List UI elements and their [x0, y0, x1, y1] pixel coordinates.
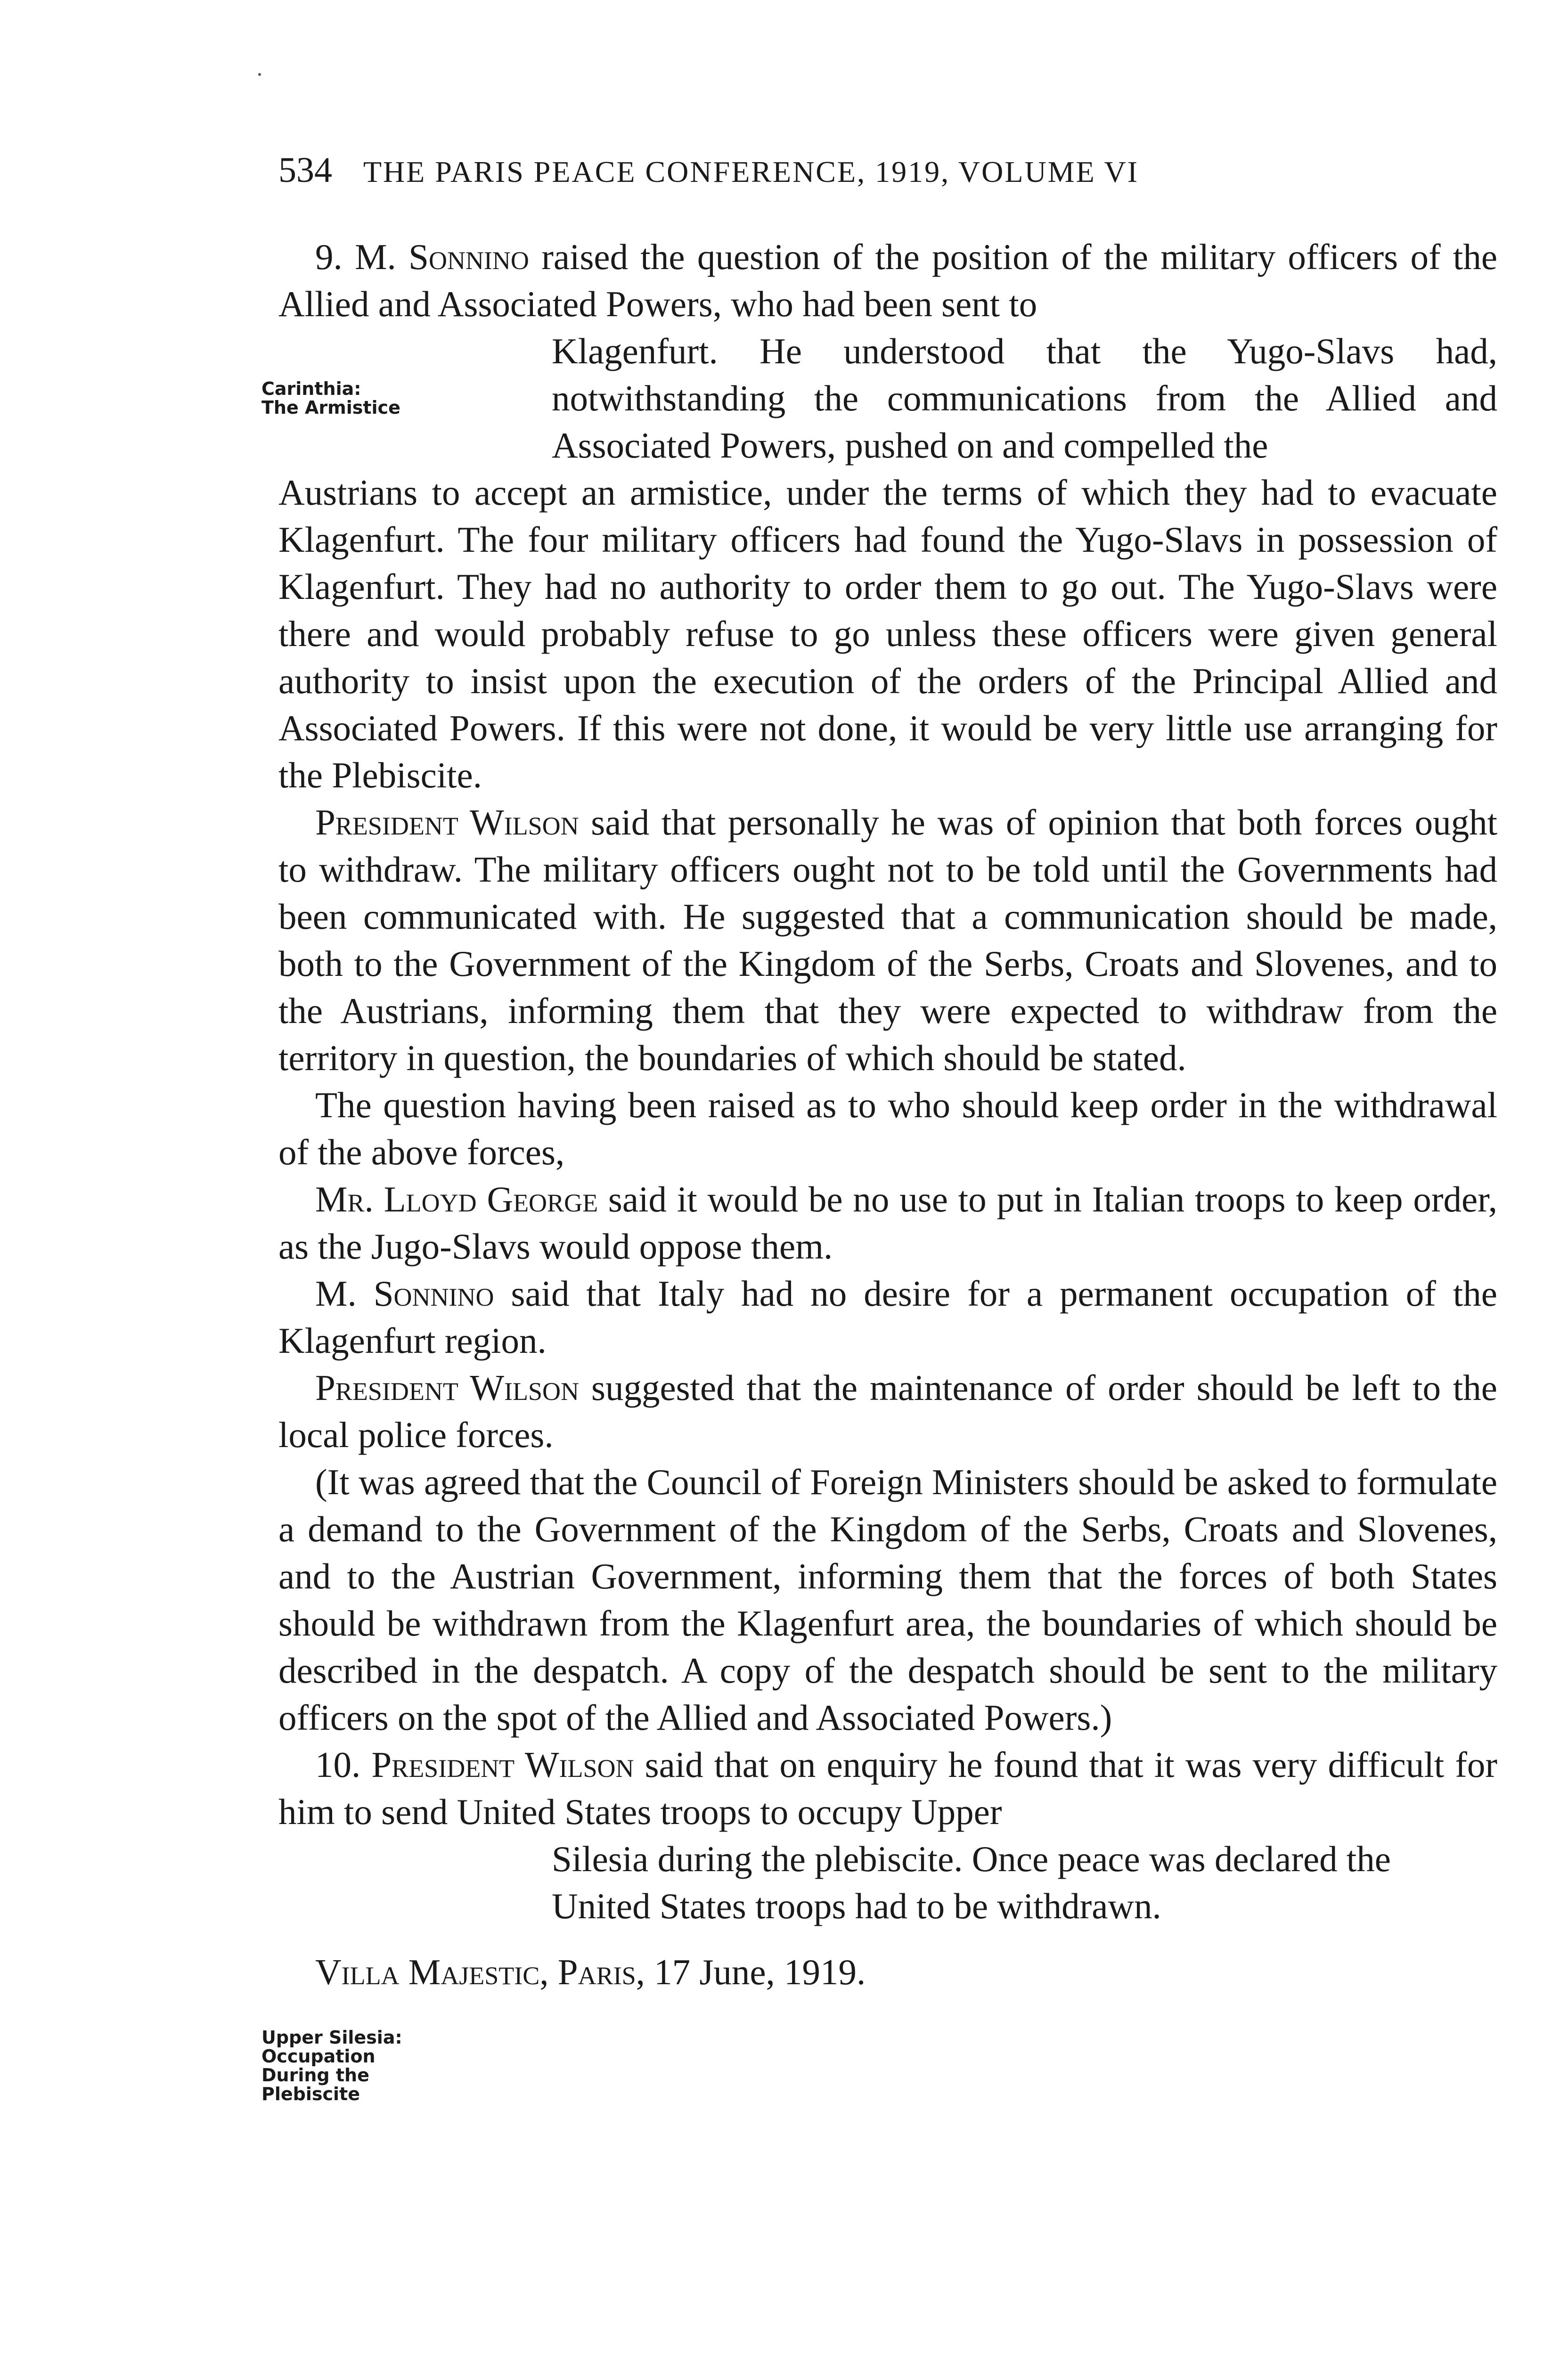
body-text	[278, 233, 1497, 1996]
paragraph-5: M. Sonnino said that Italy had no desire for a permanent occupation of the Klagenfurt region.	[278, 1273, 1497, 1361]
paragraph-6: President Wilson suggested that the maintenance of order should be left to the local police forces.	[278, 1367, 1497, 1455]
signoff-date: , 17 June, 1919.	[636, 1952, 866, 1992]
paragraph-8b: Silesia during the plebiscite. Once peace was declared the United States troops had to be withdrawn.	[552, 1839, 1391, 1926]
paragraph-1c: Austrians to accept an armistice, under the terms of which they had to evacuate Klagenfurt. The four military officers had found the Yugo-Slavs in possession of Klagenfurt. They had no authority to order them to go out. The Yugo-Slavs were there and would probably refuse to go unless these officers were given general authority to insist upon the execution of the orders of the Principal Allied and Associated Powers. If this were not done, it would be very little use arranging for the Plebiscite.	[278, 472, 1497, 795]
speaker-name: Mr. Lloyd George	[315, 1179, 598, 1219]
speaker-name: President Wilson	[315, 802, 579, 843]
speaker-name: Sonnino	[408, 237, 529, 277]
paragraph-2: President Wilson said that personally he was of opinion that both forces ought to withdraw. The military officers ought not to be told until the Governments had been communicated with. He suggested that a communication should be made, both to the Government of the Kingdom of the Serbs, Croats and Slovenes, and to the Austrians, informing them that they were expected to withdraw from the territory in question, the boundaries of which should be stated.	[278, 802, 1497, 1078]
side-note-upper-silesia: Upper Silesia: Occupation During the Plebiscite	[261, 2027, 402, 2104]
page-number: 534	[278, 150, 332, 190]
running-title: THE PARIS PEACE CONFERENCE, 1919, VOLUME VI	[363, 155, 1139, 188]
speaker-name: President Wilson	[315, 1367, 580, 1408]
side-note-carinthia: Carinthia: The Armistice	[261, 378, 400, 418]
paragraph-1b: Klagenfurt. He understood that the Yugo-Slavs had, notwithstanding the communications from the Allied and Associated Powers, pushed on and compelled the	[552, 331, 1497, 466]
signoff-place: Villa Majestic, Paris	[315, 1952, 636, 1992]
scan-speck	[258, 73, 261, 76]
speaker-name: President Wilson	[371, 1744, 634, 1785]
paragraph-4: Mr. Lloyd George said it would be no use to put in Italian troops to keep order, as the Jugo-Slavs would oppose them.	[278, 1179, 1497, 1267]
paragraph-3: The question having been raised as to who should keep order in the withdrawal of the above forces,	[278, 1085, 1497, 1172]
paragraph-7: (It was agreed that the Council of Foreign Ministers should be asked to formulate a demand to the Government of the Kingdom of the Serbs, Croats and Slovenes, and to the Austrian Government, informing them that the forces of both States should be withdrawn from the Klagenfurt area, the boundaries of which should be described in the despatch. A copy of the despatch should be sent to the military officers on the spot of the Allied and Associated Powers.)	[278, 1462, 1497, 1738]
signoff	[278, 1948, 1497, 1996]
paragraph-1a: 9. M. Sonnino raised the question of the position of the military officers of the Allied and Associated Powers, who had been sent to	[278, 237, 1498, 324]
speaker-name: M. Sonnino	[315, 1273, 494, 1314]
paragraph-8a: 10. President Wilson said that on enquiry he found that it was very difficult for him to send United States troops to occupy Upper	[278, 1744, 1498, 1832]
running-header	[278, 150, 1362, 191]
